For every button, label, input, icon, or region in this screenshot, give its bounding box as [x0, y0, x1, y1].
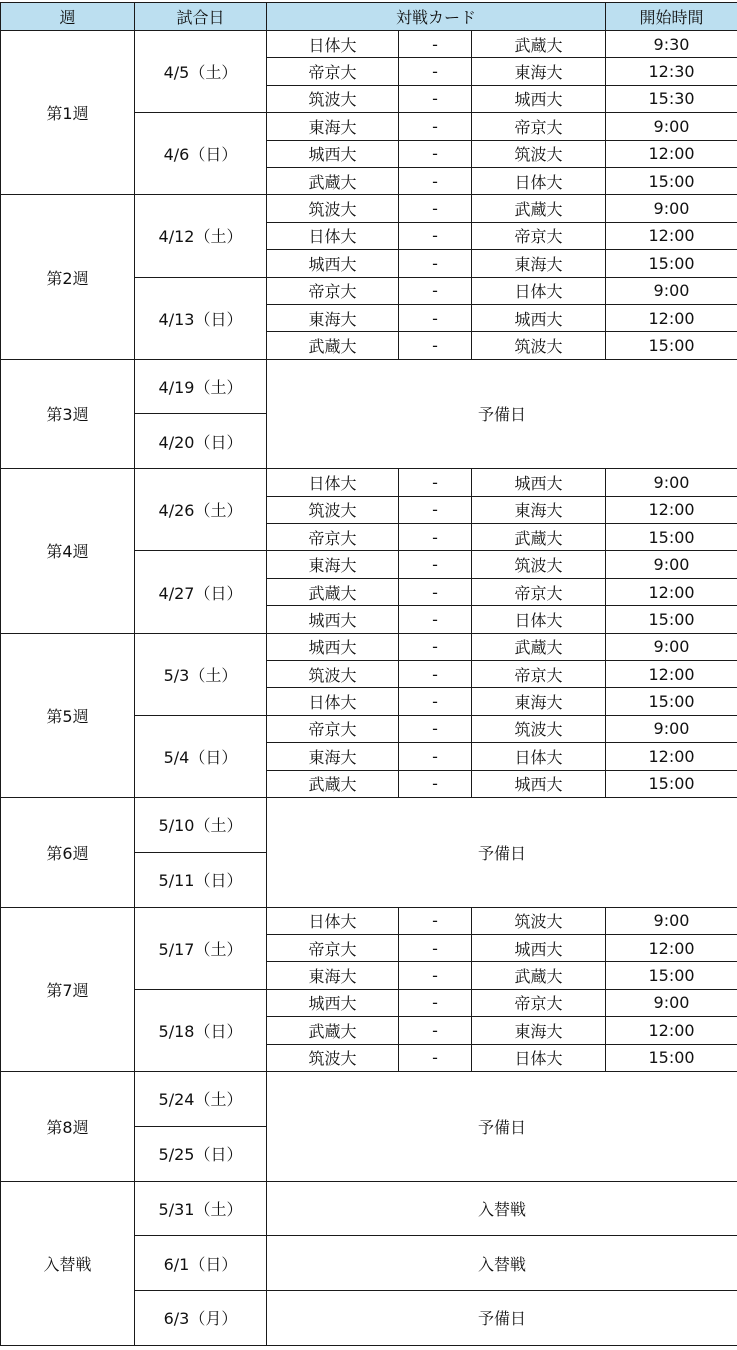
vs-separator: -: [399, 277, 472, 304]
away-team: 日体大: [472, 1044, 606, 1071]
vs-separator: -: [399, 58, 472, 85]
start-time: 9:00: [606, 113, 737, 140]
date-cell: 5/17（土）: [135, 907, 267, 989]
date-cell: 5/4（日）: [135, 715, 267, 797]
vs-separator: -: [399, 85, 472, 112]
start-time: 9:00: [606, 277, 737, 304]
week-cell: 第1週: [1, 31, 135, 195]
start-time: 15:00: [606, 524, 737, 551]
away-team: 日体大: [472, 167, 606, 194]
vs-separator: -: [399, 167, 472, 194]
vs-separator: -: [399, 222, 472, 249]
event-cell: 入替戦: [267, 1181, 737, 1236]
date-cell: 5/11（日）: [135, 852, 267, 907]
date-cell: 4/12（土）: [135, 195, 267, 277]
home-team: 城西大: [267, 140, 399, 167]
away-team: 城西大: [472, 469, 606, 496]
away-team: 城西大: [472, 304, 606, 331]
away-team: 城西大: [472, 770, 606, 797]
away-team: 城西大: [472, 85, 606, 112]
week-cell: 第2週: [1, 195, 135, 359]
vs-separator: -: [399, 1017, 472, 1044]
table-row: [1, 469, 737, 496]
vs-separator: -: [399, 606, 472, 633]
home-team: 筑波大: [267, 1044, 399, 1071]
home-team: 日体大: [267, 688, 399, 715]
header-time: 開始時間: [606, 3, 737, 31]
away-team: 武蔵大: [472, 31, 606, 58]
start-time: 12:00: [606, 743, 737, 770]
vs-separator: -: [399, 304, 472, 331]
start-time: 12:00: [606, 140, 737, 167]
vs-separator: -: [399, 661, 472, 688]
week-cell: 第8週: [1, 1071, 135, 1181]
home-team: 東海大: [267, 962, 399, 989]
home-team: 城西大: [267, 989, 399, 1016]
home-team: 武蔵大: [267, 770, 399, 797]
away-team: 東海大: [472, 496, 606, 523]
start-time: 12:30: [606, 58, 737, 85]
home-team: 帝京大: [267, 58, 399, 85]
start-time: 12:00: [606, 1017, 737, 1044]
date-cell: 4/6（日）: [135, 113, 267, 195]
away-team: 日体大: [472, 743, 606, 770]
date-cell: 4/5（土）: [135, 31, 267, 113]
home-team: 城西大: [267, 633, 399, 660]
home-team: 武蔵大: [267, 578, 399, 605]
away-team: 武蔵大: [472, 633, 606, 660]
start-time: 12:00: [606, 578, 737, 605]
start-time: 9:00: [606, 989, 737, 1016]
home-team: 筑波大: [267, 85, 399, 112]
start-time: 15:00: [606, 688, 737, 715]
week-cell: 入替戦: [1, 1181, 135, 1345]
away-team: 筑波大: [472, 907, 606, 934]
away-team: 帝京大: [472, 661, 606, 688]
away-team: 筑波大: [472, 140, 606, 167]
away-team: 帝京大: [472, 222, 606, 249]
start-time: 15:00: [606, 770, 737, 797]
vs-separator: -: [399, 195, 472, 222]
away-team: 日体大: [472, 606, 606, 633]
vs-separator: -: [399, 688, 472, 715]
date-cell: 5/3（土）: [135, 633, 267, 715]
table-row: [1, 1071, 737, 1126]
away-team: 帝京大: [472, 113, 606, 140]
table-row: [1, 359, 737, 414]
start-time: 9:30: [606, 31, 737, 58]
start-time: 12:00: [606, 934, 737, 961]
vs-separator: -: [399, 962, 472, 989]
vs-separator: -: [399, 551, 472, 578]
home-team: 帝京大: [267, 524, 399, 551]
away-team: 帝京大: [472, 578, 606, 605]
away-team: 日体大: [472, 277, 606, 304]
vs-separator: -: [399, 496, 472, 523]
vs-separator: -: [399, 989, 472, 1016]
date-cell: 4/20（日）: [135, 414, 267, 469]
home-team: 東海大: [267, 304, 399, 331]
date-cell: 6/1（日）: [135, 1236, 267, 1291]
schedule-body: [1, 31, 737, 1346]
reserve-day-cell: 予備日: [267, 1071, 737, 1181]
away-team: 東海大: [472, 250, 606, 277]
start-time: 15:00: [606, 332, 737, 359]
vs-separator: -: [399, 524, 472, 551]
vs-separator: -: [399, 250, 472, 277]
date-cell: 5/25（日）: [135, 1126, 267, 1181]
away-team: 筑波大: [472, 715, 606, 742]
table-row: [1, 633, 737, 660]
start-time: 15:00: [606, 167, 737, 194]
week-cell: 第7週: [1, 907, 135, 1071]
vs-separator: -: [399, 140, 472, 167]
home-team: 日体大: [267, 222, 399, 249]
table-row: [1, 31, 737, 58]
header-date: 試合日: [135, 3, 267, 31]
vs-separator: -: [399, 113, 472, 140]
away-team: 筑波大: [472, 332, 606, 359]
table-row: [1, 797, 737, 852]
date-cell: 4/13（日）: [135, 277, 267, 359]
away-team: 東海大: [472, 58, 606, 85]
vs-separator: -: [399, 469, 472, 496]
vs-separator: -: [399, 743, 472, 770]
vs-separator: -: [399, 934, 472, 961]
vs-separator: -: [399, 907, 472, 934]
schedule-table: [0, 2, 737, 1346]
home-team: 武蔵大: [267, 332, 399, 359]
date-cell: 5/18（日）: [135, 989, 267, 1071]
event-cell: 入替戦: [267, 1236, 737, 1291]
home-team: 帝京大: [267, 934, 399, 961]
home-team: 東海大: [267, 113, 399, 140]
start-time: 15:00: [606, 962, 737, 989]
date-cell: 4/27（日）: [135, 551, 267, 633]
start-time: 12:00: [606, 222, 737, 249]
home-team: 東海大: [267, 743, 399, 770]
start-time: 9:00: [606, 195, 737, 222]
header-row: [1, 3, 737, 31]
away-team: 東海大: [472, 1017, 606, 1044]
date-cell: 6/3（月）: [135, 1291, 267, 1346]
week-cell: 第5週: [1, 633, 135, 797]
home-team: 帝京大: [267, 715, 399, 742]
away-team: 武蔵大: [472, 195, 606, 222]
date-cell: 4/19（土）: [135, 359, 267, 414]
start-time: 12:00: [606, 304, 737, 331]
reserve-day-cell: 予備日: [267, 359, 737, 469]
vs-separator: -: [399, 31, 472, 58]
start-time: 9:00: [606, 907, 737, 934]
start-time: 12:00: [606, 661, 737, 688]
vs-separator: -: [399, 1044, 472, 1071]
start-time: 15:30: [606, 85, 737, 112]
table-row: [1, 907, 737, 934]
event-cell: 予備日: [267, 1291, 737, 1346]
home-team: 城西大: [267, 606, 399, 633]
table-row: [1, 1181, 737, 1236]
start-time: 15:00: [606, 1044, 737, 1071]
header-week: 週: [1, 3, 135, 31]
date-cell: 5/31（土）: [135, 1181, 267, 1236]
away-team: 東海大: [472, 688, 606, 715]
home-team: 帝京大: [267, 277, 399, 304]
home-team: 日体大: [267, 31, 399, 58]
week-cell: 第4週: [1, 469, 135, 633]
date-cell: 5/24（土）: [135, 1071, 267, 1126]
start-time: 9:00: [606, 633, 737, 660]
date-cell: 5/10（土）: [135, 797, 267, 852]
vs-separator: -: [399, 633, 472, 660]
start-time: 12:00: [606, 496, 737, 523]
away-team: 筑波大: [472, 551, 606, 578]
week-cell: 第6週: [1, 797, 135, 907]
vs-separator: -: [399, 332, 472, 359]
home-team: 筑波大: [267, 496, 399, 523]
away-team: 城西大: [472, 934, 606, 961]
away-team: 帝京大: [472, 989, 606, 1016]
home-team: 武蔵大: [267, 1017, 399, 1044]
home-team: 武蔵大: [267, 167, 399, 194]
start-time: 9:00: [606, 715, 737, 742]
reserve-day-cell: 予備日: [267, 797, 737, 907]
home-team: 東海大: [267, 551, 399, 578]
start-time: 15:00: [606, 250, 737, 277]
vs-separator: -: [399, 578, 472, 605]
table-row: [1, 195, 737, 222]
home-team: 日体大: [267, 907, 399, 934]
start-time: 9:00: [606, 551, 737, 578]
away-team: 武蔵大: [472, 524, 606, 551]
home-team: 筑波大: [267, 661, 399, 688]
vs-separator: -: [399, 770, 472, 797]
header-card: 対戦カード: [267, 3, 606, 31]
start-time: 15:00: [606, 606, 737, 633]
date-cell: 4/26（土）: [135, 469, 267, 551]
home-team: 日体大: [267, 469, 399, 496]
home-team: 筑波大: [267, 195, 399, 222]
away-team: 武蔵大: [472, 962, 606, 989]
week-cell: 第3週: [1, 359, 135, 469]
vs-separator: -: [399, 715, 472, 742]
home-team: 城西大: [267, 250, 399, 277]
start-time: 9:00: [606, 469, 737, 496]
